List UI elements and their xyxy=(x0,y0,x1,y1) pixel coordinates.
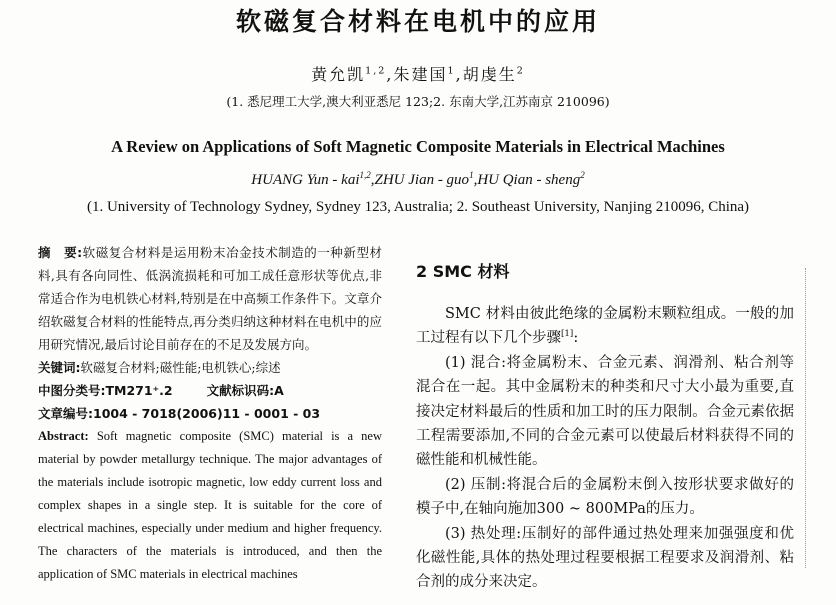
keywords-text: 软磁复合材料;磁性能;电机铁心;综述 xyxy=(80,360,281,375)
author-affil-sup: 1 xyxy=(447,65,456,77)
author-name: HU Qian - sheng xyxy=(477,172,581,188)
abstract-cn-text: 软磁复合材料是运用粉末冶金技术制造的一种新型材料,具有各向同性、低涡流损耗和可加工成任意形状等优点,非常适合作为电机铁心材料,特别是在中高频工作条件下。文章介绍软磁复合材料的性能特点,再分类归纳这种材料在电机中的应用研究情况,最后讨论目前存在的不足及发展方向。 xyxy=(38,245,382,352)
doc-code-label: 文献标识码: xyxy=(206,383,275,398)
clc-value: TM271⁺.2 xyxy=(105,383,173,398)
author-separator: , xyxy=(455,65,463,84)
abstract-cn-label: 摘 要: xyxy=(38,245,83,260)
abstract-cn xyxy=(38,241,382,356)
author-affil-sup: 1 xyxy=(469,170,474,180)
right-column xyxy=(416,259,794,595)
clc-label: 中图分类号: xyxy=(38,383,106,398)
affiliation-en: (1. University of Technology Sydney, Sydney 123, Australia; 2. Southeast University, Nanjing 210096, China) xyxy=(86,199,750,215)
scan-margin-line xyxy=(805,268,806,568)
classification-line xyxy=(38,379,382,402)
affiliation-cn: (1. 悉尼理工大学,澳大利亚悉尼 123;2. 东南大学,江苏南京 210096) xyxy=(226,94,610,109)
body-paragraph: (1) 混合:将金属粉末、合金元素、润滑剂、粘合剂等混合在一起。其中金属粉末的种类和尺寸大小最为重要,直接决定材料最后的性质和加工时的压力限制。合金元素依据工程需要添加,不同的合金元素可以使最后材料获得不同的磁性能和机械性能。 xyxy=(416,354,794,469)
author-affil-sup: 2 xyxy=(516,65,525,77)
body-paragraph xyxy=(416,302,794,351)
abstract-en-label: Abstract: xyxy=(38,429,89,443)
keywords-line xyxy=(38,356,382,379)
author-affil-sup: 1,2 xyxy=(359,170,371,180)
paragraph-tail: : xyxy=(573,330,579,347)
body-paragraph: (3) 热处理:压制好的部件通过热处理来加强强度和优化磁性能,具体的热处理过程要根据工程要求及润滑剂、粘合剂的成分来决定。 xyxy=(416,525,794,591)
author-name: HUANG Yun - kai xyxy=(251,172,360,188)
author-name: ZHU Jian - guo xyxy=(374,172,470,188)
author-affil-sup: 1,2 xyxy=(365,65,387,77)
paragraph-text: SMC 材料由彼此绝缘的金属粉末颗粒组成。一般的加工过程有以下几个步骤 xyxy=(416,306,794,347)
citation-ref: [1] xyxy=(561,329,574,340)
doc-code-value: A xyxy=(274,383,284,398)
author-separator: , xyxy=(370,172,375,188)
author-name: 朱建国 xyxy=(393,65,448,84)
section-heading: 2 SMC 材料 xyxy=(416,262,510,281)
author-list-cn xyxy=(0,62,836,85)
left-column xyxy=(38,241,382,586)
author-name: 黄允凯 xyxy=(311,65,366,84)
abstract-en-text: Soft magnetic composite (SMC) material is a new material by powder metallurgy technique. The major advantages of the materials include isotropic magnetic, low eddy current loss and complex shapes in a single step. It is suitable for the core of electrical machines, especially under medium and higher frequency. The characters of the materials is introduced, and then the application of SMC materials in electrical machines xyxy=(38,429,383,581)
paper-title-cn: 软磁复合材料在电机中的应用 xyxy=(235,7,600,36)
author-name: 胡虔生 xyxy=(462,65,517,84)
article-no-label: 文章编号: xyxy=(38,406,93,421)
abstract-en xyxy=(38,425,382,586)
author-list-en xyxy=(0,172,836,189)
author-affil-sup: 2 xyxy=(580,170,585,180)
keywords-label: 关键词: xyxy=(38,360,81,375)
article-number-line xyxy=(38,402,382,425)
body-paragraph: (2) 压制:将混合后的金属粉末倒入按形状要求做好的模子中,在轴向施加300 ~ 800MPa的压力。 xyxy=(416,476,794,518)
author-separator: , xyxy=(473,172,478,188)
paper-title-en: A Review on Applications of Soft Magnetic Composite Materials in Electrical Machines xyxy=(111,137,725,156)
author-separator: , xyxy=(386,65,394,84)
article-no-value: 1004 - 7018(2006)11 - 0001 - 03 xyxy=(93,406,321,421)
